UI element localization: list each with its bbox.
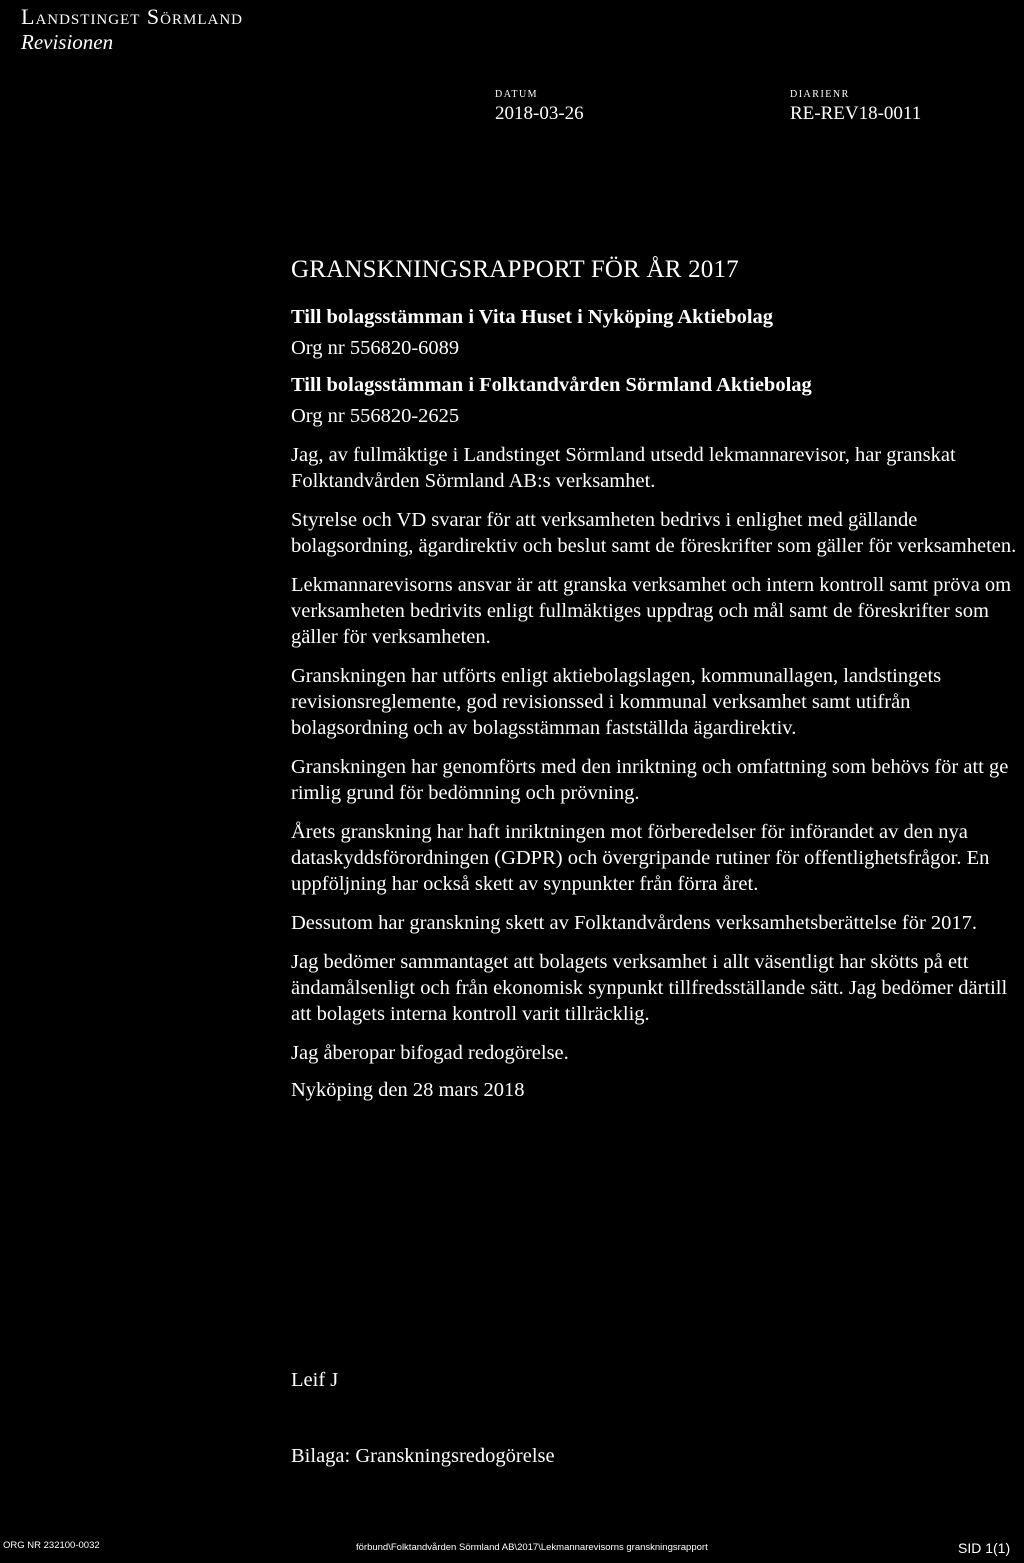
organization-unit: Revisionen [21, 30, 114, 54]
paragraph: Jag åberopar bifogad redogörelse. [291, 1042, 569, 1064]
report-title: GRANSKNINGSRAPPORT FÖR ÅR 2017 [291, 256, 739, 283]
place-and-date: Nyköping den 28 mars 2018 [291, 1079, 525, 1101]
signature-name: Leif J [291, 1369, 339, 1391]
recipient-2: Till bolagsstämman i Folktandvården Sörmland Aktiebolag [291, 374, 812, 396]
paragraph: Jag, av fullmäktige i Landstinget Sörmland utsedd lekmannarevisor, har granskat Folktandvården Sörmland AB:s verksamhet. [291, 444, 956, 492]
diary-number-label: DIARIENR [790, 89, 850, 100]
paragraph: Jag bedömer sammantaget att bolagets verksamhet i allt väsentligt har skötts på ett ändamålsenligt och från ekonomisk synpunkt tillfredsställande sätt. Jag bedömer därtill att bolagets interna kontroll varit tillräcklig. [291, 951, 1008, 1025]
org-number-1: Org nr 556820-6089 [291, 337, 460, 359]
paragraph: Granskningen har genomförts med den inriktning och omfattning som behövs för att ge rimlig grund för bedömning och prövning. [291, 756, 1009, 804]
paragraph: Styrelse och VD svarar för att verksamheten bedrivs i enlighet med gällande bolagsordning, ägardirektiv och beslut samt de föreskrifter som gäller för verksamheten. [291, 509, 1017, 557]
recipient-1: Till bolagsstämman i Vita Huset i Nyköping Aktiebolag [291, 306, 774, 328]
date-value: 2018-03-26 [495, 103, 584, 124]
paragraph: Lekmannarevisorns ansvar är att granska verksamhet och intern kontroll samt pröva om verksamheten bedrivits enligt fullmäktiges uppdrag och mål samt de föreskrifter som gäller för verksamheten. [291, 574, 1012, 648]
org-number-2: Org nr 556820-2625 [291, 405, 460, 427]
appendix-note: Bilaga: Granskningsredogörelse [291, 1445, 555, 1467]
paragraph: Årets granskning har haft inriktningen mot förberedelser för införandet av den nya dataskyddsförordningen (GDPR) och övergripande rutiner för offentlighetsfrågor. En uppföljning har också skett av synpunkter från förra året. [291, 821, 990, 895]
footer-org-number: ORG NR 232100-0032 [3, 1540, 100, 1551]
paragraph: Dessutom har granskning skett av Folktandvårdens verksamhetsberättelse för 2017. [291, 912, 978, 934]
paragraph: Granskningen har utförts enligt aktiebolagslagen, kommunallagen, landstingets revisionsreglemente, god revisionssed i kommunal verksamhet samt utifrån bolagsordning och av bolagsstämman fastställda ägardirektiv. [291, 665, 942, 739]
diary-number-value: RE-REV18-0011 [790, 103, 922, 124]
report-body [291, 256, 1021, 1102]
date-label: DATUM [495, 89, 539, 100]
organization-name: Landstinget Sörmland [21, 4, 243, 29]
footer-file-path: förbund\Folktandvården Sörmland AB\2017\Lekmannarevisorns granskningsrapport [356, 1542, 708, 1553]
footer-page-number: SID 1(1) [958, 1540, 1011, 1556]
